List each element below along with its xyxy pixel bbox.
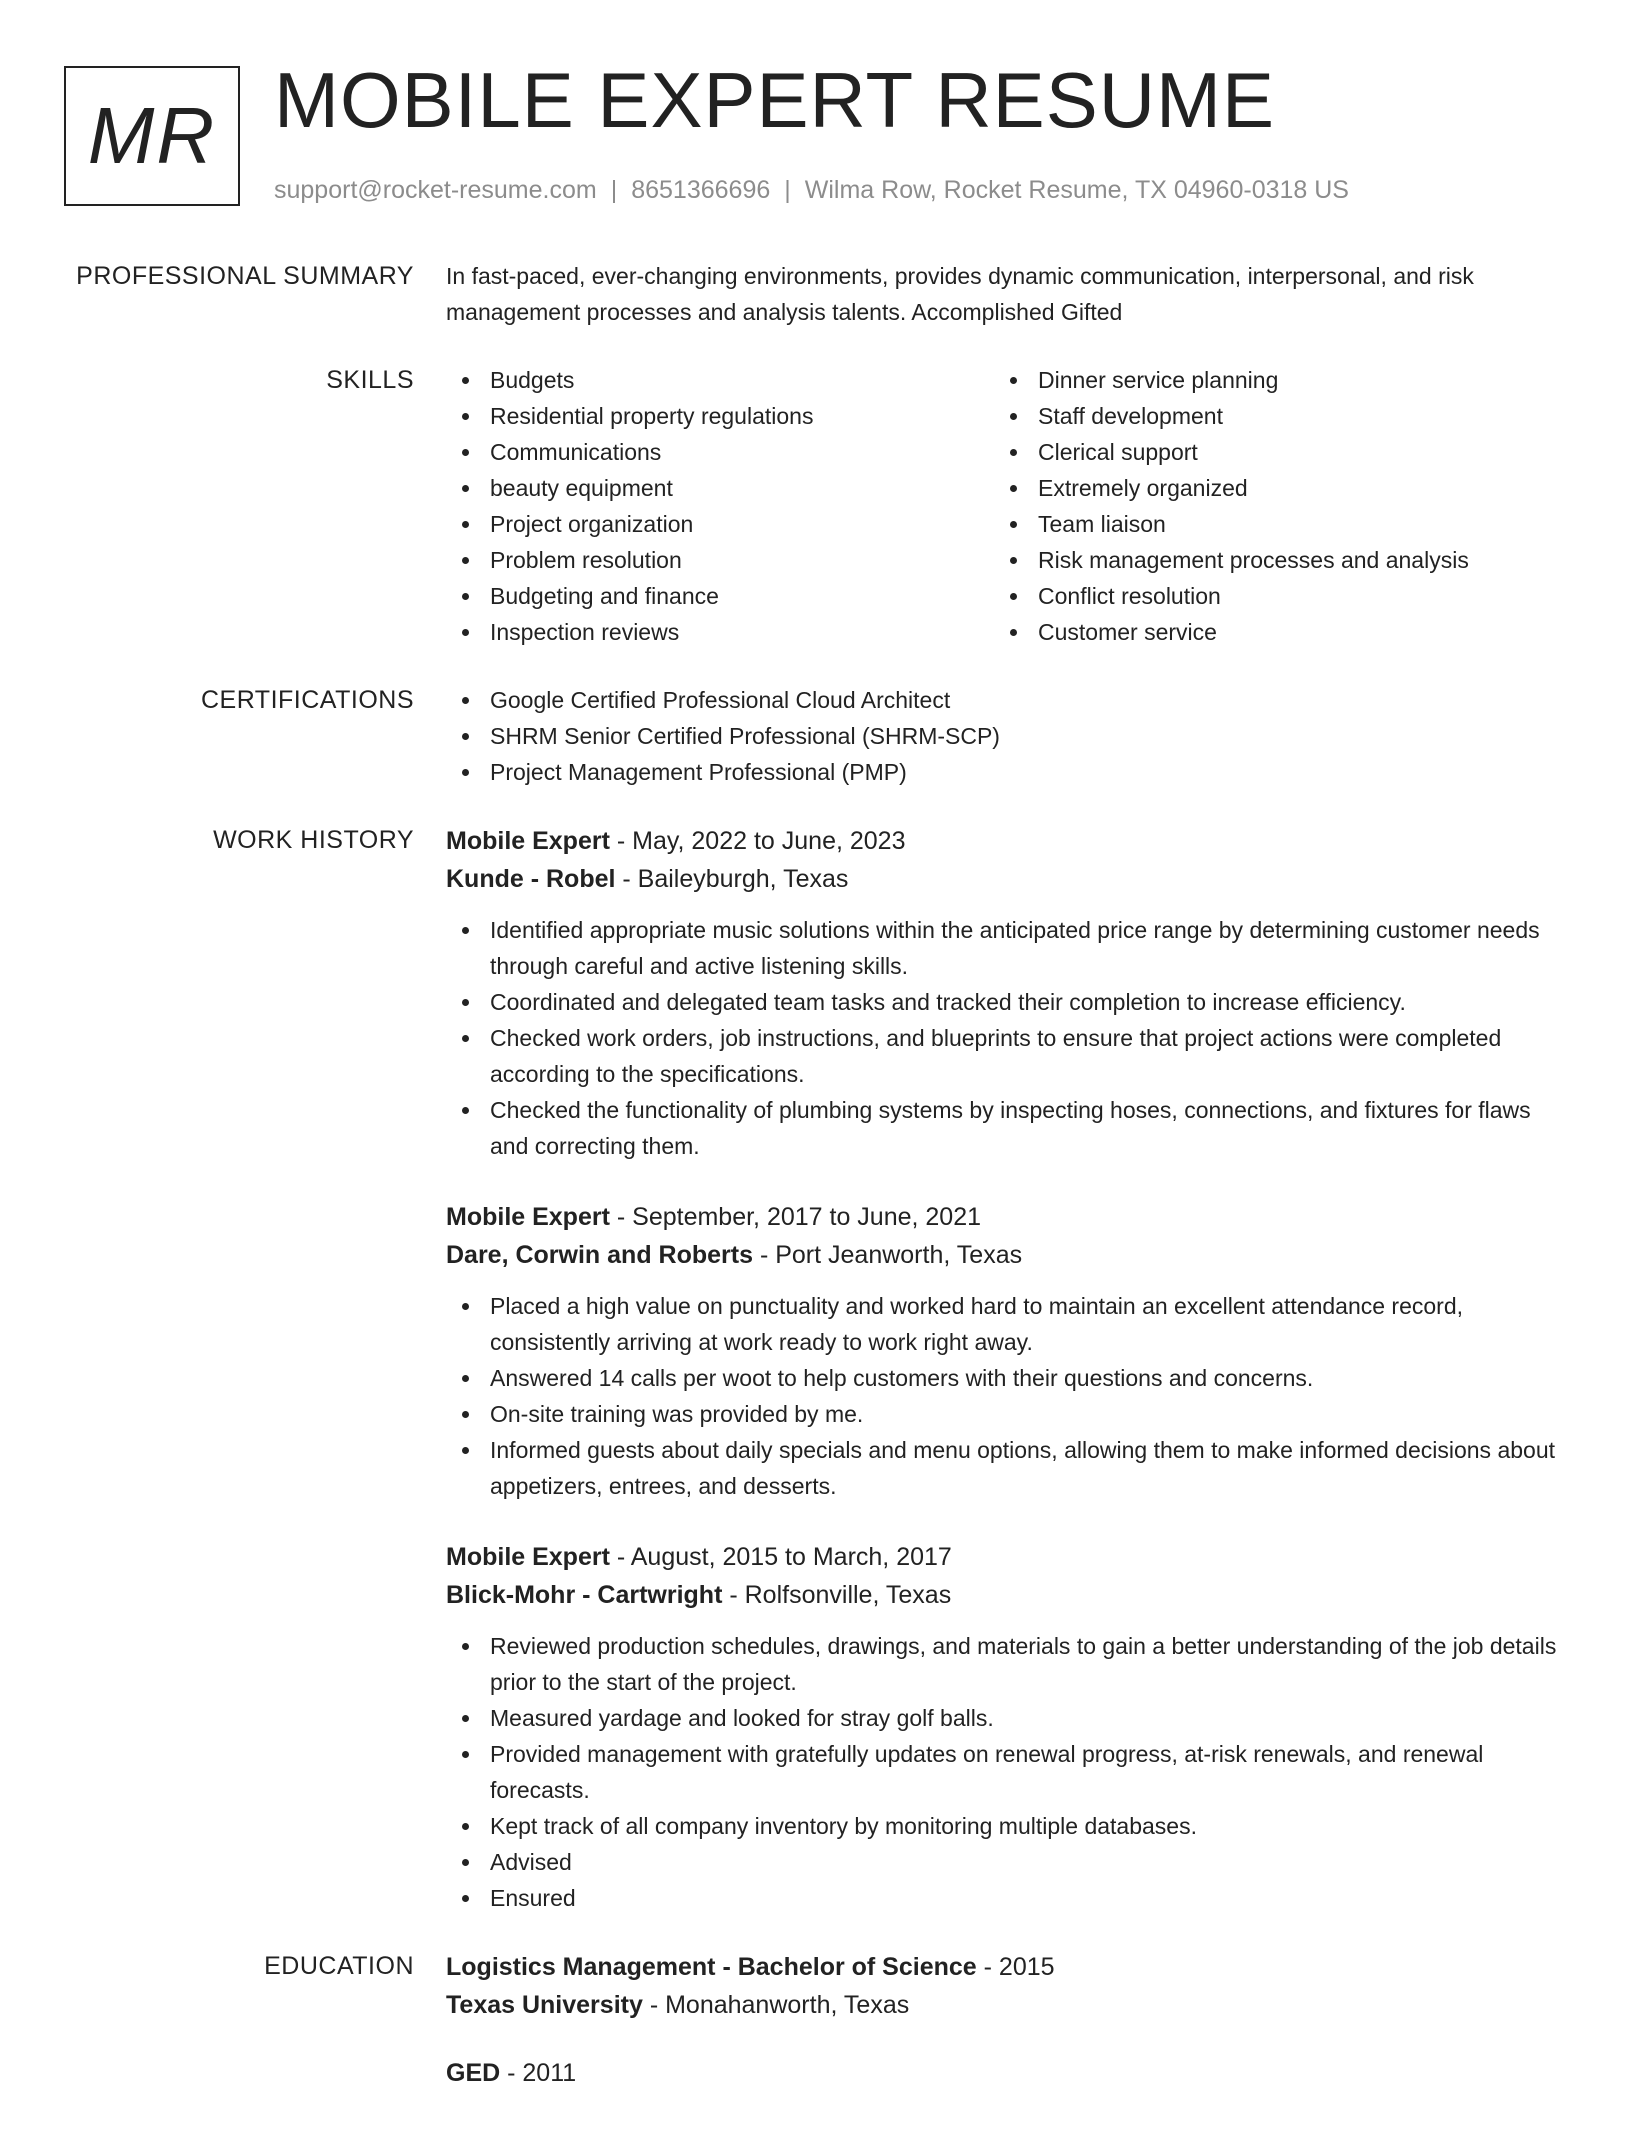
monogram-initials: MR bbox=[87, 91, 217, 180]
certification-item: Google Certified Professional Cloud Architect bbox=[446, 682, 1572, 718]
skill-item: beauty equipment bbox=[446, 470, 994, 506]
job-duties-list bbox=[446, 912, 1572, 1164]
contact-email[interactable]: support@rocket-resume.com bbox=[274, 176, 597, 204]
job-location: - Port Jeanworth, Texas bbox=[753, 1241, 1023, 1269]
education-school: Texas University bbox=[446, 1991, 643, 2019]
job-title-line bbox=[446, 1198, 1572, 1236]
education-degree-line bbox=[446, 1948, 1572, 1986]
job-duty: Placed a high value on punctuality and worked hard to maintain an excellent attendance record, consistently arriving at work ready to work right away. bbox=[446, 1288, 1572, 1360]
job-entry bbox=[446, 1538, 1572, 1916]
job-duty: Provided management with gratefully updates on renewal progress, at-risk renewals, and renewal forecasts. bbox=[446, 1736, 1572, 1808]
job-title: Mobile Expert bbox=[446, 1543, 610, 1571]
skill-item: Clerical support bbox=[994, 434, 1542, 470]
skills-list-right bbox=[994, 362, 1542, 650]
job-location: - Rolfsonville, Texas bbox=[722, 1581, 952, 1609]
education-degree: GED bbox=[446, 2059, 501, 2087]
job-duty: Answered 14 calls per woot to help customers with their questions and concerns. bbox=[446, 1360, 1572, 1396]
section-body bbox=[446, 362, 1572, 650]
education-location: - Monahanworth, Texas bbox=[642, 1991, 910, 2019]
skill-item: Dinner service planning bbox=[994, 362, 1542, 398]
job-duty: Informed guests about daily specials and menu options, allowing them to make informed decisions about appetizers, entrees, and desserts. bbox=[446, 1432, 1572, 1504]
job-entry bbox=[446, 822, 1572, 1164]
skill-item: Conflict resolution bbox=[994, 578, 1542, 614]
skill-item: Communications bbox=[446, 434, 994, 470]
section-body bbox=[446, 1948, 1572, 2122]
skill-item: Residential property regulations bbox=[446, 398, 994, 434]
skill-item: Risk management processes and analysis bbox=[994, 542, 1542, 578]
job-company: Dare, Corwin and Roberts bbox=[446, 1241, 753, 1269]
section-skills bbox=[0, 362, 1632, 650]
skill-item: Customer service bbox=[994, 614, 1542, 650]
job-title-line bbox=[446, 822, 1572, 860]
education-entry bbox=[446, 2054, 1572, 2092]
skills-grid bbox=[446, 362, 1572, 650]
section-professional-summary bbox=[0, 258, 1632, 330]
job-duty: Checked the functionality of plumbing systems by inspecting hoses, connections, and fixtures for flaws and correcting them. bbox=[446, 1092, 1572, 1164]
contact-separator: | bbox=[610, 176, 618, 204]
education-degree-line bbox=[446, 2054, 1572, 2092]
skill-item: Budgeting and finance bbox=[446, 578, 994, 614]
section-label: WORK HISTORY bbox=[213, 826, 414, 854]
education-degree: Logistics Management - Bachelor of Science bbox=[446, 1953, 977, 1981]
section-label: EDUCATION bbox=[264, 1952, 414, 1980]
job-company-line bbox=[446, 1236, 1572, 1274]
skill-item: Team liaison bbox=[994, 506, 1542, 542]
job-duties-list bbox=[446, 1288, 1572, 1504]
section-label: CERTIFICATIONS bbox=[200, 686, 414, 714]
certifications-list bbox=[446, 682, 1572, 790]
skill-item: Budgets bbox=[446, 362, 994, 398]
section-body bbox=[446, 682, 1572, 790]
resume-sections bbox=[0, 258, 1632, 2154]
contact-phone[interactable]: 8651366696 bbox=[631, 176, 771, 204]
skill-item: Inspection reviews bbox=[446, 614, 994, 650]
education-entry bbox=[446, 1948, 1572, 2024]
job-company-line bbox=[446, 1576, 1572, 1614]
skills-list-left bbox=[446, 362, 994, 650]
job-duty: Kept track of all company inventory by monitoring multiple databases. bbox=[446, 1808, 1572, 1844]
job-title: Mobile Expert bbox=[446, 1203, 610, 1231]
skill-item: Problem resolution bbox=[446, 542, 994, 578]
job-entry bbox=[446, 1198, 1572, 1504]
section-education bbox=[0, 1948, 1632, 2122]
certification-item: Project Management Professional (PMP) bbox=[446, 754, 1572, 790]
job-duty: On-site training was provided by me. bbox=[446, 1396, 1572, 1432]
job-company: Blick-Mohr - Cartwright bbox=[446, 1581, 723, 1609]
job-company: Kunde - Robel bbox=[446, 865, 616, 893]
skill-item: Project organization bbox=[446, 506, 994, 542]
contact-separator: | bbox=[784, 176, 791, 204]
job-duty: Ensured bbox=[446, 1880, 1572, 1916]
job-duty: Identified appropriate music solutions within the anticipated price range by determining customer needs through careful and active listening skills. bbox=[446, 912, 1572, 984]
section-body bbox=[446, 822, 1572, 1916]
contact-line bbox=[274, 172, 1349, 208]
job-dates: - September, 2017 to June, 2021 bbox=[609, 1203, 982, 1231]
education-year: - 2011 bbox=[500, 2059, 577, 2087]
section-work-history bbox=[0, 822, 1632, 1916]
job-title-line bbox=[446, 1538, 1572, 1576]
section-certifications bbox=[0, 682, 1632, 790]
education-year: - 2015 bbox=[976, 1953, 1055, 1981]
certification-item: SHRM Senior Certified Professional (SHRM-SCP) bbox=[446, 718, 1572, 754]
skill-item: Extremely organized bbox=[994, 470, 1542, 506]
skill-item: Staff development bbox=[994, 398, 1542, 434]
contact-address: Wilma Row, Rocket Resume, TX 04960-0318 US bbox=[804, 176, 1349, 204]
job-dates: - August, 2015 to March, 2017 bbox=[609, 1543, 952, 1571]
job-dates: - May, 2022 to June, 2023 bbox=[609, 827, 906, 855]
job-duty: Measured yardage and looked for stray golf balls. bbox=[446, 1700, 1572, 1736]
section-label: SKILLS bbox=[326, 366, 414, 394]
resume-title: MOBILE EXPERT RESUME bbox=[274, 56, 1276, 144]
job-duty: Checked work orders, job instructions, and blueprints to ensure that project actions were completed according to the specifications. bbox=[446, 1020, 1572, 1092]
job-duty: Coordinated and delegated team tasks and tracked their completion to increase efficiency. bbox=[446, 984, 1572, 1020]
job-duty: Advised bbox=[446, 1844, 1572, 1880]
job-company-line bbox=[446, 860, 1572, 898]
monogram-badge bbox=[64, 66, 240, 206]
summary-text: In fast-paced, ever-changing environments, provides dynamic communication, interpersonal, and risk management processes and analysis talents. Accomplished Gifted bbox=[446, 263, 1474, 325]
section-body bbox=[446, 258, 1572, 330]
job-location: - Baileyburgh, Texas bbox=[615, 865, 849, 893]
job-duty: Reviewed production schedules, drawings, and materials to gain a better understanding of the job details prior to the start of the project. bbox=[446, 1628, 1572, 1700]
section-label: PROFESSIONAL SUMMARY bbox=[76, 262, 414, 290]
education-school-line bbox=[446, 1986, 1572, 2024]
job-duties-list bbox=[446, 1628, 1572, 1916]
job-title: Mobile Expert bbox=[446, 827, 610, 855]
